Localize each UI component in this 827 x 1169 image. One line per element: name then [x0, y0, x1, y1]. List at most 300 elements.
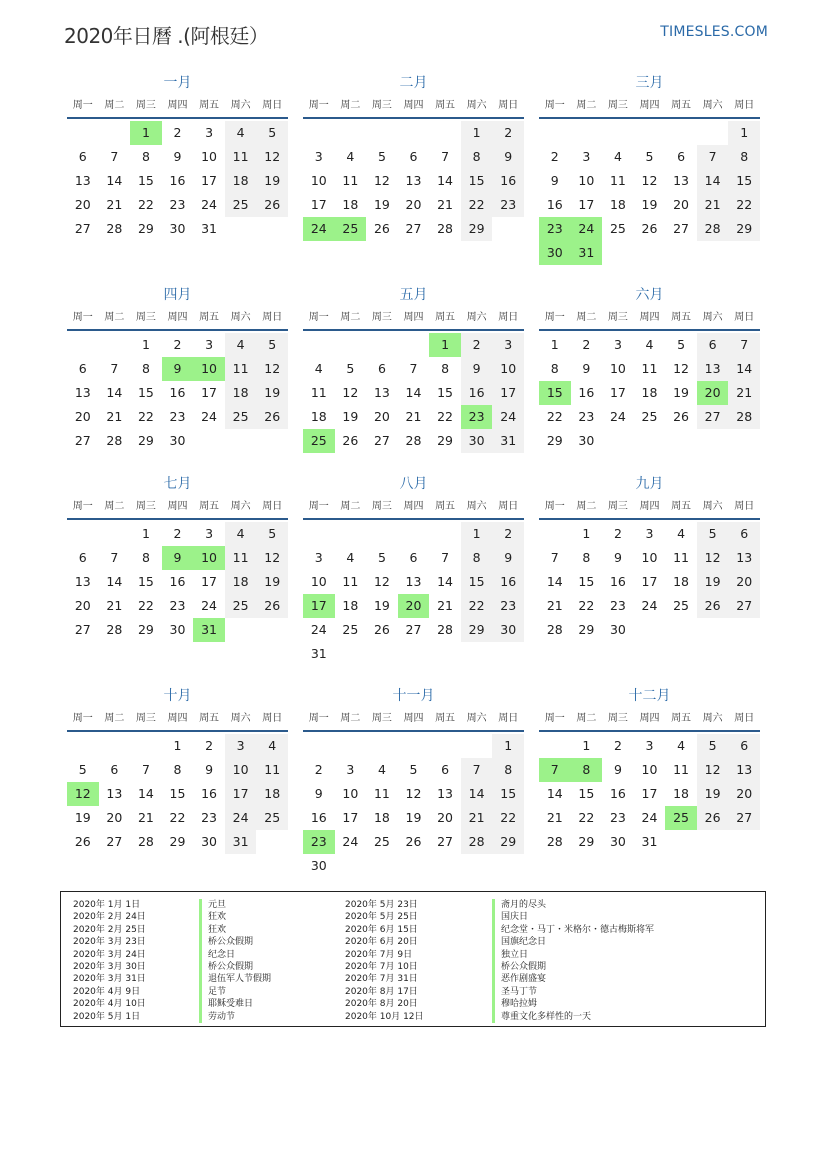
day-cell: 30	[609, 834, 626, 849]
weekday-label: 周二	[340, 100, 361, 111]
day-cell: 5	[346, 361, 355, 376]
month-block	[67, 284, 288, 453]
day-cell: 11	[342, 173, 359, 188]
day-cell: 20	[673, 197, 690, 212]
legend-holiday-name: 纪念日	[199, 949, 271, 961]
month-title: 八月	[399, 476, 428, 492]
day-cell: 27	[673, 221, 690, 236]
weekday-label: 周日	[734, 100, 755, 111]
legend-date: 2020年 7月 10日	[345, 961, 418, 972]
empty-day-cell	[539, 522, 571, 546]
day-cell: 11	[342, 574, 359, 589]
day-cell: 12	[342, 385, 359, 400]
weekday-label: 周四	[403, 312, 424, 323]
day-cell: 5	[645, 149, 654, 164]
day-cell: 11	[310, 385, 327, 400]
weekday-label: 周六	[230, 100, 251, 111]
day-cell: 2	[550, 149, 559, 164]
day-cell: 27	[74, 622, 91, 637]
empty-day-cell	[303, 333, 335, 357]
day-cell: 1	[582, 738, 591, 753]
day-cell: 28	[461, 830, 493, 854]
empty-day-cell	[398, 734, 430, 758]
weekday-label: 周日	[262, 501, 283, 512]
day-cell: 25	[609, 221, 626, 236]
weekday-label: 周二	[340, 312, 361, 323]
day-cell: 28	[546, 622, 563, 637]
day-cell: 24	[225, 806, 257, 830]
day-cell: 10	[492, 357, 524, 381]
day-cell: 28	[106, 433, 123, 448]
legend-date-column	[73, 899, 193, 1023]
day-cell: 5	[256, 333, 288, 357]
weekday-label: 周六	[702, 100, 723, 111]
day-cell: 8	[441, 361, 450, 376]
day-cell: 6	[409, 149, 418, 164]
day-cell: 26	[641, 221, 658, 236]
day-cell: 14	[106, 574, 123, 589]
day-cell: 7	[697, 145, 729, 169]
legend-holiday-name: 国庆日	[492, 911, 654, 923]
day-cell: 5	[697, 734, 729, 758]
day-cell: 29	[578, 622, 595, 637]
weekday-label: 周日	[498, 100, 519, 111]
day-cell: 17	[492, 381, 524, 405]
day-cell: 18	[673, 786, 690, 801]
month-block	[67, 685, 288, 854]
empty-day-cell	[335, 333, 367, 357]
day-cell: 21	[437, 598, 454, 613]
weekday-label: 周二	[576, 100, 597, 111]
day-cell: 13	[106, 786, 123, 801]
day-cell: 11	[256, 758, 288, 782]
day-cell: 9	[314, 786, 323, 801]
day-cell: 23	[609, 598, 626, 613]
weekday-header	[303, 495, 524, 520]
weekday-label: 周三	[371, 713, 392, 724]
day-cell: 4	[677, 526, 686, 541]
day-cell: 3	[645, 738, 654, 753]
weekday-label: 周三	[371, 312, 392, 323]
day-cell: 27	[728, 806, 760, 830]
weekday-label: 周四	[639, 501, 660, 512]
day-grid	[539, 333, 760, 453]
day-cell: 5	[697, 522, 729, 546]
day-cell: 9	[613, 550, 622, 565]
weekday-label: 周一	[308, 501, 329, 512]
day-cell: 22	[437, 409, 454, 424]
legend-holiday-name: 耶稣受难日	[199, 998, 271, 1010]
day-cell: 15	[461, 570, 493, 594]
day-cell: 17	[342, 810, 359, 825]
day-cell: 30	[169, 622, 186, 637]
holiday-day-cell: 10	[193, 357, 225, 381]
legend-date: 2020年 8月 17日	[345, 986, 418, 997]
day-cell: 16	[609, 574, 626, 589]
day-cell: 2	[205, 738, 214, 753]
day-cell: 8	[141, 149, 150, 164]
day-cell: 7	[110, 361, 119, 376]
day-cell: 26	[697, 594, 729, 618]
day-cell: 28	[437, 622, 454, 637]
day-cell: 4	[346, 149, 355, 164]
day-cell: 14	[137, 786, 154, 801]
month-title: 一月	[163, 75, 192, 91]
weekday-label: 周六	[230, 713, 251, 724]
empty-day-cell	[539, 734, 571, 758]
day-cell: 16	[201, 786, 218, 801]
day-grid	[67, 121, 288, 241]
day-cell: 8	[141, 550, 150, 565]
day-cell: 22	[728, 193, 760, 217]
weekday-label: 周六	[466, 713, 487, 724]
day-cell: 17	[201, 385, 218, 400]
day-cell: 2	[613, 738, 622, 753]
day-cell: 30	[169, 433, 186, 448]
day-cell: 23	[169, 598, 186, 613]
day-cell: 15	[437, 385, 454, 400]
day-cell: 20	[74, 409, 91, 424]
weekday-label: 周二	[104, 713, 125, 724]
empty-day-cell	[461, 734, 493, 758]
legend-date: 2020年 3月 31日	[73, 974, 146, 985]
day-cell: 15	[728, 169, 760, 193]
day-cell: 9	[613, 762, 622, 777]
holiday-day-cell: 25	[335, 217, 367, 241]
day-cell: 26	[673, 409, 690, 424]
weekday-label: 周一	[544, 100, 565, 111]
day-cell: 3	[645, 526, 654, 541]
empty-day-cell	[67, 522, 99, 546]
day-cell: 29	[137, 221, 154, 236]
day-cell: 3	[314, 550, 323, 565]
weekday-label: 周四	[167, 713, 188, 724]
day-cell: 7	[441, 149, 450, 164]
legend-holiday-name: 元旦	[199, 899, 271, 911]
legend-date: 2020年 6月 15日	[345, 924, 418, 935]
empty-day-cell	[335, 734, 367, 758]
legend-holiday-name: 桥公众假期	[199, 961, 271, 973]
day-cell: 17	[609, 385, 626, 400]
weekday-label: 周一	[544, 312, 565, 323]
weekday-label: 周五	[435, 713, 456, 724]
month-block	[67, 72, 288, 241]
day-cell: 25	[256, 806, 288, 830]
empty-day-cell	[602, 121, 634, 145]
weekday-label: 周一	[308, 312, 329, 323]
weekday-label: 周四	[639, 312, 660, 323]
month-block	[539, 685, 760, 854]
day-cell: 20	[437, 810, 454, 825]
holiday-day-cell: 20	[697, 381, 729, 405]
weekday-label: 周四	[403, 100, 424, 111]
legend-holiday-name: 独立日	[492, 949, 654, 961]
day-cell: 13	[728, 758, 760, 782]
day-cell: 1	[550, 337, 559, 352]
day-cell: 22	[578, 598, 595, 613]
day-grid	[67, 734, 288, 854]
weekday-header	[67, 306, 288, 331]
legend-holiday-name: 尊重文化多样性的一天	[492, 1011, 654, 1023]
day-cell: 7	[728, 333, 760, 357]
holiday-day-cell: 25	[303, 429, 335, 453]
day-cell: 28	[106, 221, 123, 236]
weekday-label: 周六	[230, 312, 251, 323]
day-cell: 29	[578, 834, 595, 849]
month-block	[539, 473, 760, 642]
weekday-label: 周四	[167, 312, 188, 323]
day-cell: 19	[641, 197, 658, 212]
holiday-day-cell: 24	[303, 217, 335, 241]
day-cell: 24	[201, 409, 218, 424]
day-cell: 2	[582, 337, 591, 352]
legend-holiday-name: 足节	[199, 986, 271, 998]
day-cell: 12	[673, 361, 690, 376]
empty-day-cell	[429, 121, 461, 145]
day-cell: 1	[141, 337, 150, 352]
legend-date: 2020年 7月 9日	[345, 949, 413, 960]
weekday-label: 周三	[135, 713, 156, 724]
weekday-label: 周五	[435, 100, 456, 111]
weekday-label: 周三	[607, 100, 628, 111]
day-cell: 20	[728, 782, 760, 806]
day-cell: 6	[697, 333, 729, 357]
day-cell: 20	[106, 810, 123, 825]
weekday-label: 周四	[403, 501, 424, 512]
day-cell: 15	[461, 169, 493, 193]
weekday-label: 周二	[104, 501, 125, 512]
legend-holiday-name: 恶作剧盛宴	[492, 973, 654, 985]
day-grid	[303, 522, 524, 666]
empty-day-cell	[303, 121, 335, 145]
weekday-label: 周二	[104, 100, 125, 111]
day-cell: 29	[728, 217, 760, 241]
day-cell: 23	[492, 594, 524, 618]
day-cell: 22	[578, 810, 595, 825]
day-cell: 26	[373, 221, 390, 236]
day-cell: 20	[405, 197, 422, 212]
day-cell: 3	[346, 762, 355, 777]
legend-holiday-name: 狂欢	[199, 924, 271, 936]
day-cell: 1	[728, 121, 760, 145]
month-title: 三月	[635, 75, 664, 91]
day-cell: 29	[169, 834, 186, 849]
holiday-day-cell: 10	[193, 546, 225, 570]
day-grid	[303, 734, 524, 878]
legend-holiday-name: 桥公众假期	[199, 936, 271, 948]
day-cell: 8	[141, 361, 150, 376]
day-cell: 31	[492, 429, 524, 453]
day-cell: 14	[728, 357, 760, 381]
day-cell: 14	[437, 173, 454, 188]
day-cell: 24	[201, 598, 218, 613]
day-cell: 26	[256, 193, 288, 217]
day-cell: 21	[106, 409, 123, 424]
day-cell: 6	[409, 550, 418, 565]
day-cell: 9	[492, 145, 524, 169]
day-cell: 16	[492, 570, 524, 594]
day-cell: 3	[492, 333, 524, 357]
day-grid	[67, 333, 288, 453]
weekday-label: 周三	[371, 100, 392, 111]
day-cell: 30	[492, 618, 524, 642]
day-cell: 14	[106, 173, 123, 188]
day-cell: 30	[578, 433, 595, 448]
day-cell: 9	[461, 357, 493, 381]
weekday-label: 周四	[167, 501, 188, 512]
day-cell: 4	[613, 149, 622, 164]
day-cell: 29	[461, 618, 493, 642]
day-cell: 16	[492, 169, 524, 193]
day-cell: 19	[697, 782, 729, 806]
day-cell: 5	[677, 337, 686, 352]
day-cell: 6	[377, 361, 386, 376]
weekday-label: 周一	[72, 713, 93, 724]
day-cell: 19	[373, 197, 390, 212]
day-cell: 22	[137, 197, 154, 212]
day-cell: 11	[225, 145, 257, 169]
day-cell: 3	[205, 337, 214, 352]
day-cell: 19	[405, 810, 422, 825]
day-cell: 27	[697, 405, 729, 429]
day-cell: 19	[342, 409, 359, 424]
day-cell: 27	[405, 622, 422, 637]
month-title: 二月	[399, 75, 428, 91]
day-cell: 22	[137, 409, 154, 424]
day-cell: 22	[461, 193, 493, 217]
day-cell: 31	[201, 221, 218, 236]
legend-holiday-name: 国旗纪念日	[492, 936, 654, 948]
day-grid	[539, 734, 760, 854]
day-cell: 11	[609, 173, 626, 188]
day-cell: 17	[201, 574, 218, 589]
empty-day-cell	[335, 121, 367, 145]
day-cell: 2	[613, 526, 622, 541]
day-cell: 18	[609, 197, 626, 212]
weekday-label: 周日	[498, 501, 519, 512]
day-cell: 26	[342, 433, 359, 448]
legend-name-column	[492, 899, 654, 1023]
empty-day-cell	[398, 121, 430, 145]
day-cell: 26	[373, 622, 390, 637]
month-title: 十一月	[392, 688, 435, 704]
legend-holiday-name: 狂欢	[199, 911, 271, 923]
day-cell: 27	[74, 221, 91, 236]
legend-holiday-name: 纪念堂・马丁・米格尔・德古梅斯将军	[492, 924, 654, 936]
day-cell: 10	[225, 758, 257, 782]
day-cell: 14	[546, 786, 563, 801]
day-cell: 12	[256, 546, 288, 570]
holiday-day-cell: 12	[67, 782, 99, 806]
day-cell: 7	[110, 550, 119, 565]
day-cell: 18	[673, 574, 690, 589]
brand-logo[interactable]: TIMESLES.COM	[660, 24, 768, 40]
legend-date: 2020年 3月 30日	[73, 961, 146, 972]
legend-holiday-name: 圣马丁节	[492, 986, 654, 998]
day-cell: 23	[169, 197, 186, 212]
day-cell: 26	[697, 806, 729, 830]
day-cell: 27	[728, 594, 760, 618]
empty-day-cell	[99, 333, 131, 357]
day-cell: 7	[409, 361, 418, 376]
day-cell: 4	[346, 550, 355, 565]
legend-date: 2020年 2月 25日	[73, 924, 146, 935]
weekday-label: 周五	[671, 100, 692, 111]
day-cell: 19	[256, 381, 288, 405]
day-cell: 4	[225, 333, 257, 357]
weekday-header	[67, 495, 288, 520]
day-cell: 19	[373, 598, 390, 613]
day-cell: 22	[137, 598, 154, 613]
day-cell: 7	[110, 149, 119, 164]
day-cell: 28	[697, 217, 729, 241]
weekday-header	[539, 94, 760, 119]
day-cell: 18	[225, 570, 257, 594]
day-cell: 23	[201, 810, 218, 825]
day-cell: 10	[641, 762, 658, 777]
holiday-day-cell: 9	[162, 357, 194, 381]
weekday-header	[67, 94, 288, 119]
day-cell: 11	[641, 361, 658, 376]
day-cell: 5	[409, 762, 418, 777]
month-title: 七月	[163, 476, 192, 492]
day-cell: 25	[225, 594, 257, 618]
day-cell: 20	[373, 409, 390, 424]
legend-date: 2020年 6月 20日	[345, 937, 418, 948]
day-cell: 21	[405, 409, 422, 424]
empty-day-cell	[398, 522, 430, 546]
weekday-label: 周日	[262, 312, 283, 323]
day-cell: 29	[437, 433, 454, 448]
weekday-label: 周三	[135, 100, 156, 111]
day-cell: 27	[405, 221, 422, 236]
day-cell: 25	[342, 622, 359, 637]
weekday-label: 周日	[734, 312, 755, 323]
empty-day-cell	[366, 522, 398, 546]
day-cell: 1	[461, 121, 493, 145]
weekday-label: 周三	[607, 713, 628, 724]
weekday-label: 周三	[607, 312, 628, 323]
legend-date: 2020年 5月 25日	[345, 912, 418, 923]
day-cell: 28	[728, 405, 760, 429]
day-cell: 10	[578, 173, 595, 188]
day-cell: 7	[550, 550, 559, 565]
day-cell: 31	[641, 834, 658, 849]
day-cell: 25	[641, 409, 658, 424]
day-cell: 13	[697, 357, 729, 381]
month-block	[67, 473, 288, 642]
day-cell: 24	[310, 622, 327, 637]
day-cell: 18	[310, 409, 327, 424]
holiday-day-cell: 31	[193, 618, 225, 642]
weekday-label: 周五	[671, 501, 692, 512]
weekday-label: 周日	[262, 713, 283, 724]
day-grid	[539, 522, 760, 642]
day-cell: 10	[201, 149, 218, 164]
day-cell: 27	[437, 834, 454, 849]
day-cell: 22	[169, 810, 186, 825]
day-cell: 18	[342, 197, 359, 212]
day-cell: 4	[645, 337, 654, 352]
empty-day-cell	[303, 734, 335, 758]
day-cell: 11	[225, 357, 257, 381]
holiday-day-cell: 17	[303, 594, 335, 618]
day-cell: 24	[342, 834, 359, 849]
day-cell: 17	[225, 782, 257, 806]
legend-holiday-name: 退伍军人节假期	[199, 973, 271, 985]
day-cell: 8	[461, 145, 493, 169]
day-cell: 12	[373, 173, 390, 188]
